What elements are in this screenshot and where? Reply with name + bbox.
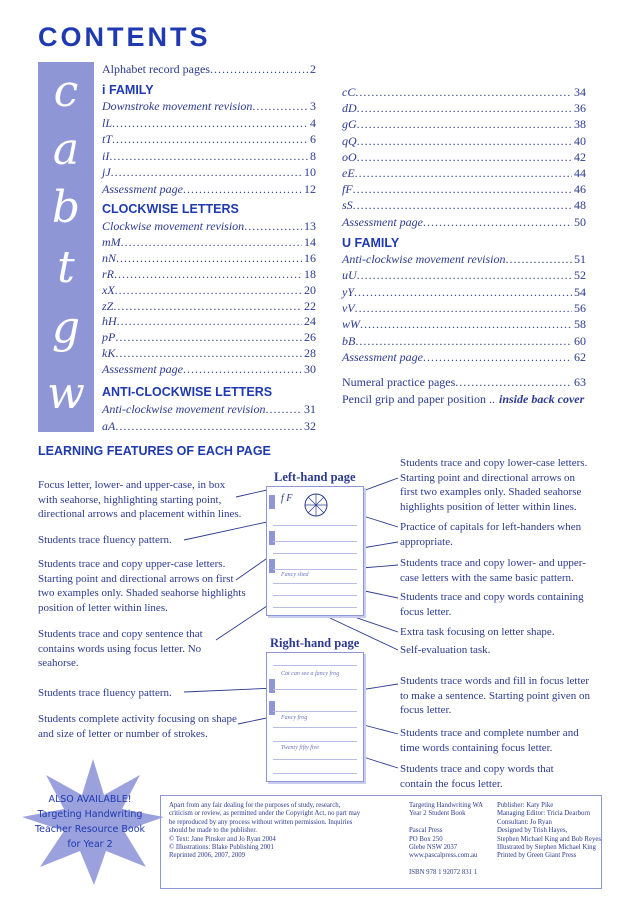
toc-label: Numeral practice pages (342, 375, 456, 389)
feature-note: Self-evaluation task. (400, 644, 491, 656)
toc-page: 50 (574, 214, 586, 229)
toc-label: fF (342, 182, 353, 197)
toc-page: 30 (304, 362, 316, 377)
feature-note: Students trace and copy sentence that contains words using focus letter. No seahorse. (38, 628, 203, 669)
right-page-thumbnail (266, 652, 364, 782)
section-heading: U FAMILY (342, 236, 400, 250)
toc-label: gG (342, 117, 357, 132)
ferris-wheel-icon (301, 491, 331, 521)
toc-page: 31 (304, 402, 316, 416)
toc-page: 58 (574, 317, 586, 332)
toc-label: nN (102, 250, 117, 265)
learning-features-heading: LEARNING FEATURES OF EACH PAGE (38, 444, 271, 458)
imprint-line: Pascal Press (409, 827, 443, 835)
strip-letter: g (51, 302, 81, 353)
section-heading: CLOCKWISE LETTERS (102, 202, 239, 216)
imprint-line: Glebe NSW 2037 (409, 844, 458, 852)
strip-letter: a (52, 124, 80, 175)
toc-label: Downstroke movement revision (102, 99, 253, 113)
toc-page: 22 (304, 298, 316, 313)
feature-note: Students trace and complete number and time words containing focus letter. (400, 727, 579, 754)
imprint-line (409, 861, 497, 869)
promo-line: Targeting Handwriting (37, 809, 143, 820)
feature-note: Students trace fluency pattern. (38, 687, 172, 699)
toc-page: 36 (574, 101, 586, 116)
imprint-line: Designed by Trish Hayes, (497, 827, 568, 835)
toc-page: 51 (574, 252, 586, 266)
section-heading: ANTI-CLOCKWISE LETTERS (102, 385, 273, 399)
toc-label: rR (102, 266, 114, 281)
imprint-line: Managing Editor: Tricia Dearborn (497, 810, 591, 818)
toc-page: 42 (574, 149, 586, 164)
section-heading: i FAMILY (102, 83, 154, 97)
toc-page: 63 (574, 375, 586, 389)
toc-label: lL (102, 115, 113, 130)
thumb-text: Twenty fifty five (281, 745, 319, 751)
imprint-col-credits (497, 802, 601, 861)
toc-page: 28 (304, 346, 316, 361)
feature-note: Practice of capitals for left-handers when appropriate. (400, 521, 582, 548)
imprint-line: Reprinted 2006, 2007, 2009 (169, 852, 246, 860)
imprint-line: Apart from any fair dealing for the purposes of study, research, (169, 802, 341, 809)
left-hand-page-title: Left-hand page (274, 470, 356, 484)
toc-label: cC (342, 85, 356, 99)
toc-page: 56 (574, 300, 586, 315)
promo-line: ALSO AVAILABLE! (48, 794, 132, 805)
imprint-line: criticism or review, as permitted under the Copyright Act, no part may (169, 810, 361, 818)
toc-page: 3 (310, 99, 316, 113)
imprint-line: should be made to the publisher. (169, 827, 257, 835)
toc-page: 10 (304, 165, 316, 180)
toc-label: kK (102, 346, 116, 361)
toc-page: 46 (574, 182, 586, 197)
strip-letter: b (51, 182, 81, 233)
toc-label: Anti-clockwise movement revision (342, 252, 506, 266)
thumb-text: Fancy frog (281, 715, 308, 721)
toc-label: zZ (102, 298, 114, 313)
also-available-text[interactable] (30, 792, 150, 852)
toc-label: Assessment page (102, 182, 183, 196)
thumb-text: Cat can see a fancy frog (281, 671, 340, 677)
strip-letter: c (53, 66, 79, 117)
imprint-line: © Text: Jane Pinsker and Jo Ryan 2004 (169, 835, 276, 843)
toc-label: mM (102, 234, 121, 249)
imprint-line: Year 2 Student Book (409, 810, 466, 818)
imprint-line: Consultant: Jo Ryan (497, 818, 552, 826)
toc-label: Clockwise movement revision (102, 219, 245, 233)
toc-page: 48 (574, 198, 586, 213)
promo-line: for Year 2 (67, 839, 113, 850)
toc-label: jJ (102, 165, 111, 180)
imprint-line: Publisher: Katy Pike (497, 802, 554, 809)
toc-page: 34 (574, 85, 586, 99)
feature-note: Students complete activity focusing on shape and size of letter or number of strokes. (38, 713, 237, 740)
toc-label: xX (102, 282, 115, 297)
toc-page: 16 (304, 250, 316, 265)
toc-label: tT (102, 132, 113, 147)
toc-page: 8 (310, 148, 316, 163)
imprint-line: © Illustrations: Blake Publishing 2001 (169, 844, 274, 852)
feature-note: Focus letter, lower- and upper-case, in box with seahorse, highlighting starting point, directional arrows and placement within lines. (38, 479, 242, 520)
feature-note: Students trace fluency pattern. (38, 534, 172, 546)
toc-label: Alphabet record pages (102, 62, 210, 76)
toc-label: Assessment page (342, 214, 423, 229)
toc-page: 62 (574, 349, 586, 364)
toc-page: 54 (574, 284, 586, 299)
toc-page: 18 (304, 266, 316, 281)
toc-label: dD (342, 101, 357, 116)
toc-page: 38 (574, 117, 586, 132)
thumb-text: Fancy shed (281, 572, 309, 578)
page-title: CONTENTS (38, 22, 211, 52)
left-page-thumbnail: f F Fancy shed (266, 486, 364, 616)
toc-page: 13 (304, 219, 316, 233)
imprint-line: www.pascalpress.com.au (409, 852, 478, 860)
toc-label: sS (342, 198, 353, 213)
feature-note: Students trace words and fill in focus letter to make a sentence. Starting point given on focus letter. (400, 675, 591, 716)
imprint-line: be reproduced by any process without written permission. Inquiries (169, 818, 353, 826)
strip-letter: t (57, 242, 75, 293)
toc-page: 4 (310, 115, 316, 130)
toc-label: aA (102, 418, 116, 433)
toc-page: 32 (304, 418, 316, 433)
imprint-line: PO Box 250 (409, 835, 443, 843)
toc-label: Anti-clockwise movement revision (102, 402, 266, 416)
imprint-col-copyright (169, 802, 399, 861)
toc-page: 26 (304, 330, 316, 345)
toc-label: wW (342, 317, 360, 332)
right-hand-page-title: Right-hand page (270, 636, 360, 650)
imprint-line: ISBN 978 1 92072 831 1 (409, 869, 478, 877)
toc-page: 52 (574, 268, 586, 283)
strip-letter: w (47, 368, 85, 419)
toc-page: 44 (574, 166, 586, 180)
toc-label: eE (342, 166, 355, 180)
toc-page: 24 (304, 314, 316, 329)
toc-page: 2 (310, 62, 316, 76)
toc-label: iI (102, 148, 110, 163)
toc-page: 20 (304, 282, 316, 297)
toc-page: 12 (304, 182, 316, 196)
toc-label: hH (102, 314, 117, 329)
feature-note: Students trace and copy lower- and upper-case letters with the same basic pattern. (400, 557, 586, 584)
toc-label: pP (102, 330, 116, 345)
feature-note: Students trace and copy words that contain the focus letter. (400, 763, 554, 790)
toc-label: qQ (342, 133, 357, 148)
imprint-line: Targeting Handwriting WA (409, 802, 484, 809)
imprint-line: Printed by Green Giant Press (497, 852, 577, 860)
promo-line: Teacher Resource Book (34, 824, 146, 835)
imprint-line (409, 819, 497, 827)
toc-label: oO (342, 149, 357, 164)
toc-page: 60 (574, 333, 586, 348)
imprint-box (160, 795, 602, 889)
imprint-line: Stephen Michael King and Bob Reyes (497, 835, 602, 843)
toc-label: Pencil grip and paper position .. (342, 392, 495, 406)
toc-page: 14 (304, 234, 316, 249)
imprint-col-publisher (409, 802, 497, 878)
toc-label: bB (342, 333, 356, 348)
toc-label: uU (342, 268, 357, 283)
feature-note: Students trace and copy words containing focus letter. (400, 591, 584, 618)
feature-note: Extra task focusing on letter shape. (400, 626, 555, 638)
toc-page: 40 (574, 133, 586, 148)
feature-note: Students trace and copy lower-case letters. Starting point and directional arrows on first two examples only. Shaded seahorse highlights position of letter within lines. (400, 457, 588, 513)
toc-page: inside back cover (498, 392, 585, 406)
toc-label: Assessment page (342, 349, 423, 364)
toc-page: 6 (310, 132, 316, 147)
toc-label: vV (342, 300, 355, 315)
feature-note: Students trace and copy upper-case letters. Starting point and directional arrows on first two examples only. Shaded seahorse highlights position of letter within lines. (38, 558, 246, 614)
imprint-line: Illustrated by Stephen Michael King (497, 844, 596, 852)
toc-label: yY (342, 284, 354, 299)
toc-label: Assessment page (102, 362, 183, 377)
